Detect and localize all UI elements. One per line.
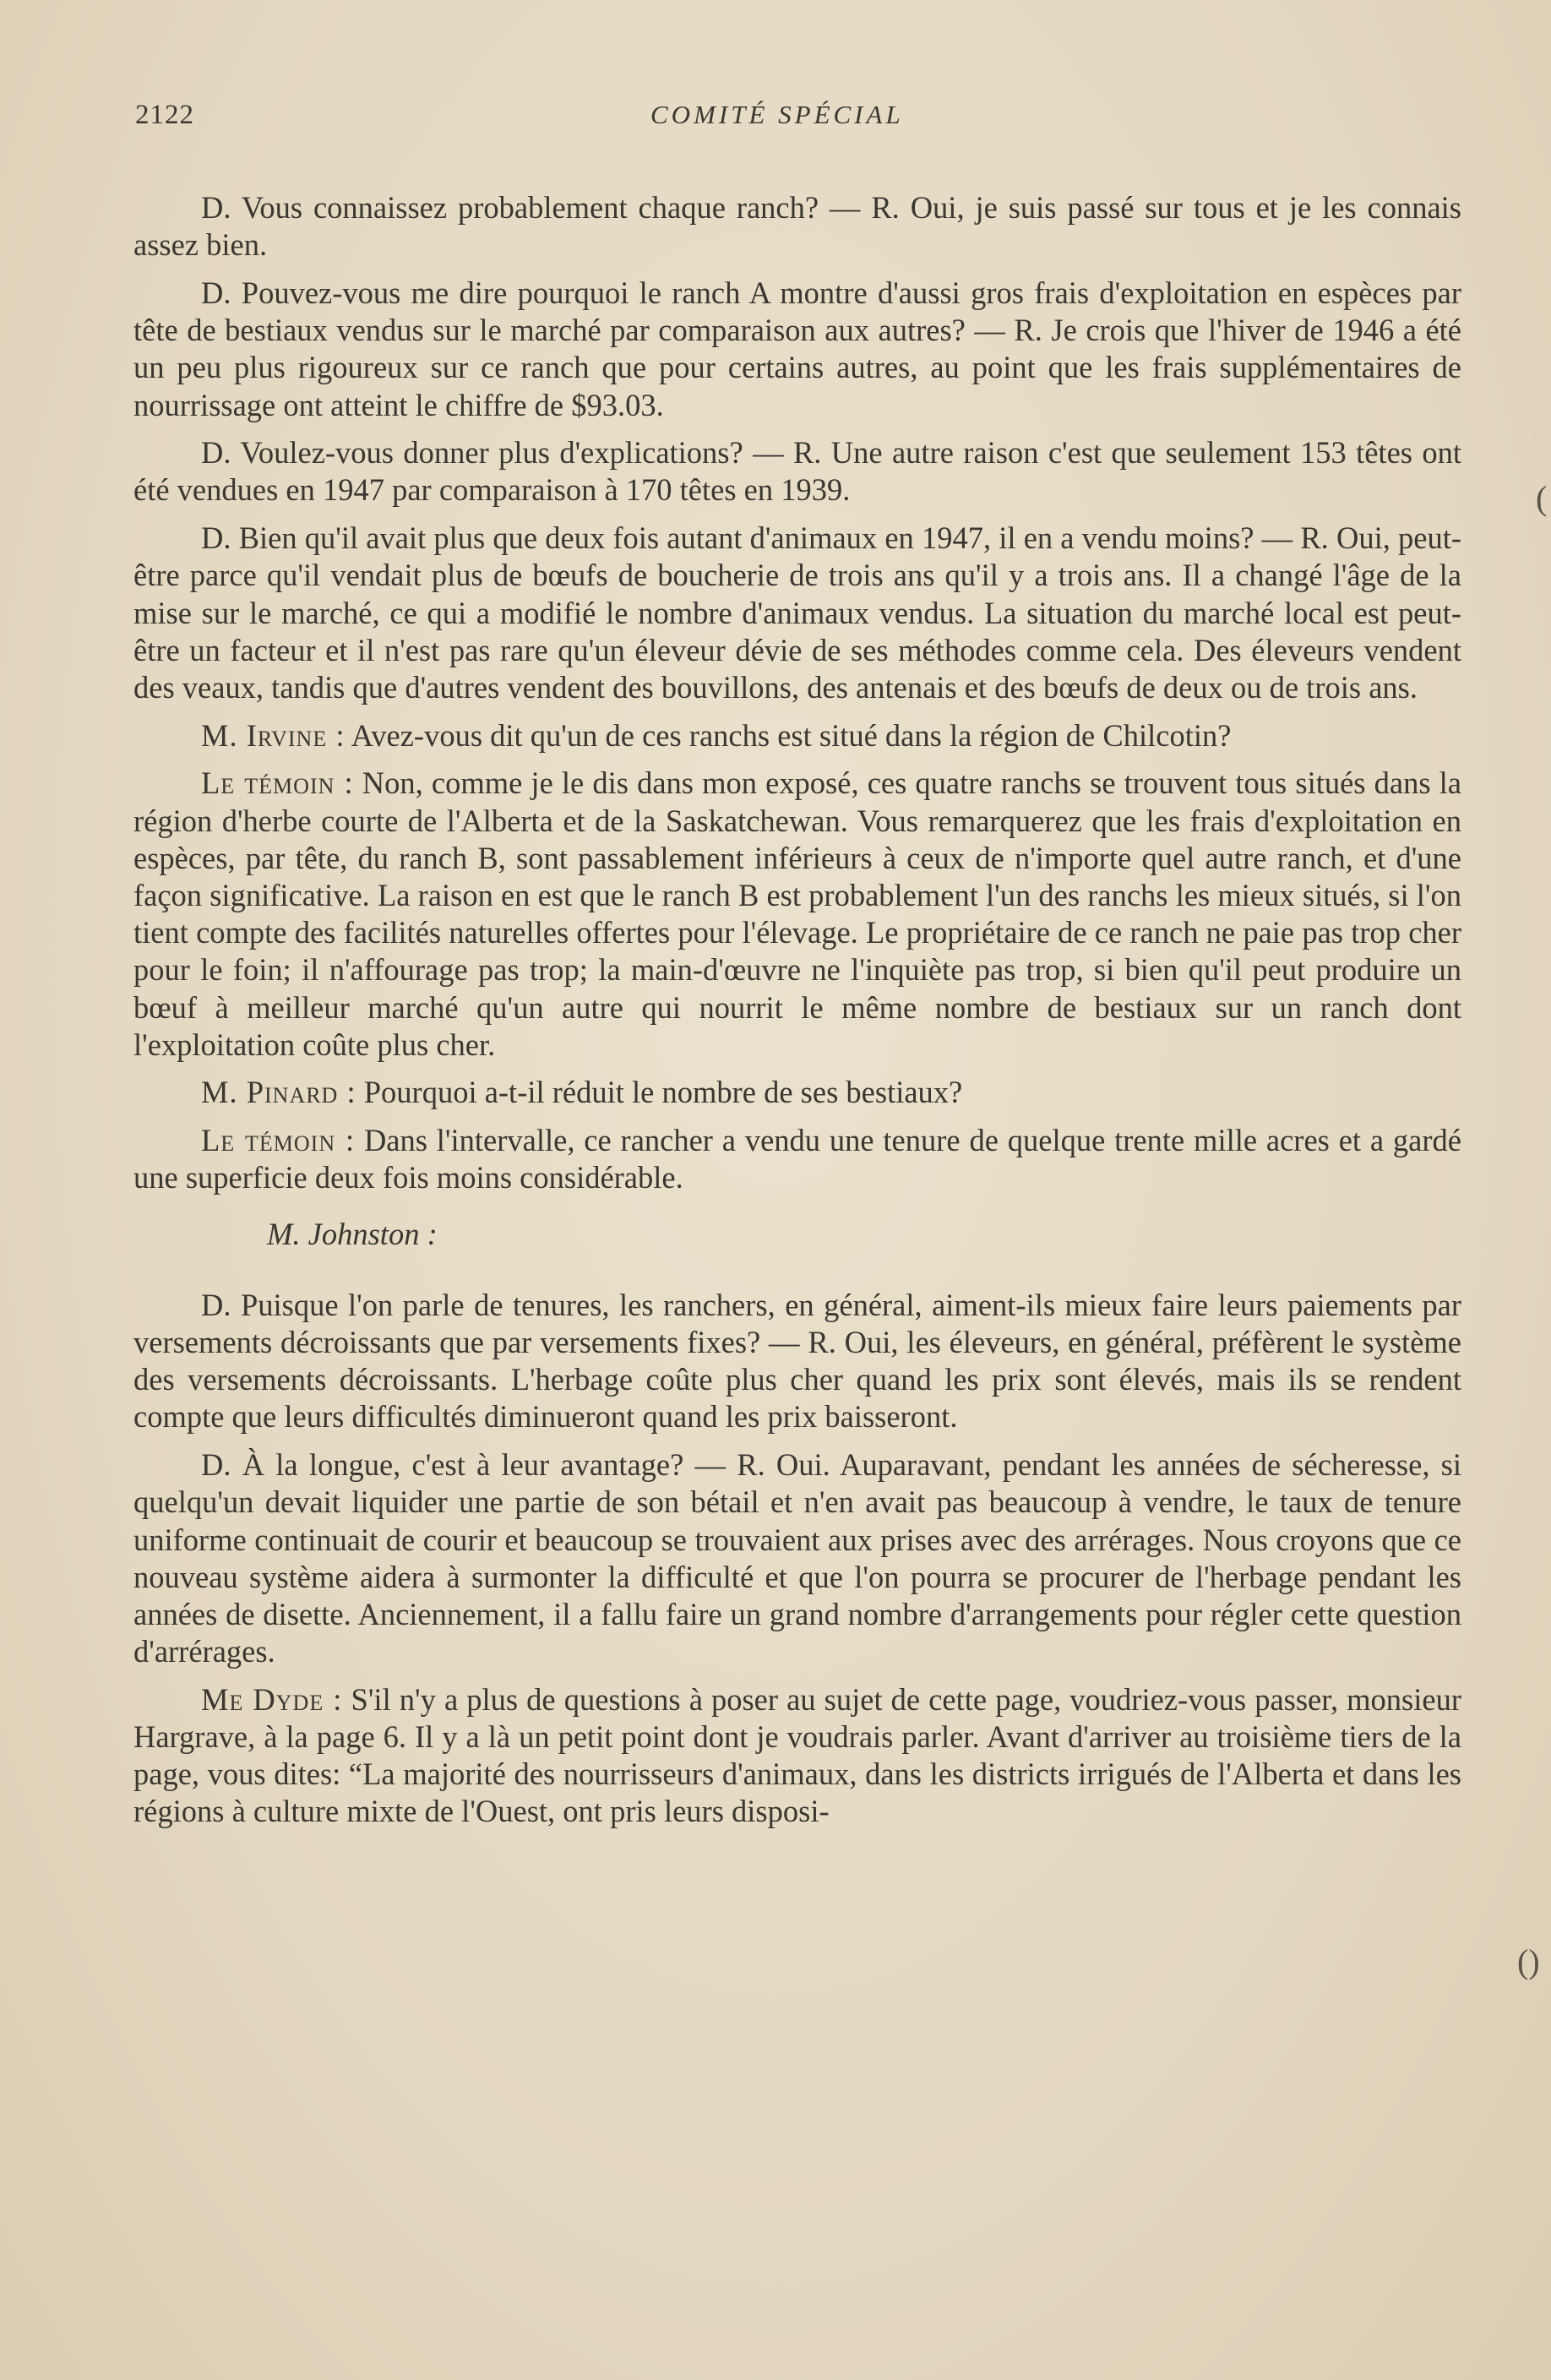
speaker-name: Le témoin : [201,1123,356,1158]
paragraph-text: D. Pouvez-vous me dire pourquoi le ranch A montre d'aussi gros frais d'exploitation en espèces par tête de bestiaux vendus sur le marché par comparaison aux autres? — R. Je crois que l'hiver de 1946 a été un peu plus rigoureux sur ce ranch que pour certains autres, au point que les frais supplémentaires de nourrissage ont atteint le chiffre de $93.03. [133,275,1461,422]
paragraph-text: D. À la longue, c'est à leur avantage? — R. Oui. Auparavant, pendant les années de sécheresse, si quelqu'un devait liquider une partie de son bétail et n'en avait pas beaucoup à vendre, le taux de tenure uniforme continuait de courir et beaucoup se trouvaient aux prises avec des arrérages. Nous croyons que ce nouveau système aidera à surmonter la difficulté et que l'on pourra se procurer de l'herbage pendant les années de disette. Anciennement, il a fallu faire un grand nombre d'arrangements pour régler cette question d'arrérages. [133,1447,1461,1669]
interlocutor-heading: M. Johnston : [267,1216,438,1251]
paragraph [133,275,1461,424]
paragraph [133,717,1461,754]
scan-edge-mark: () [1517,1942,1540,1980]
paragraph-text: Non, comme je le dis dans mon exposé, ces quatre ranchs se trouvent tous situés dans la région d'herbe courte de l'Alberta et de la Saskatchewan. Vous remarquerez que les frais d'exploitation en espèces, par tête, du ranch B, sont passablement inférieurs à ceux de n'importe quel autre ranch, et d'une façon significative. La raison en est que le ranch B est probablement l'un des ranchs les mieux situés, si l'on tient compte des facilités naturelles offertes pour l'élevage. Le propriétaire de ce ranch ne paie pas trop cher pour le foin; il n'affourage pas trop; la main-d'œuvre ne l'inquiète pas trop, si bien qu'il peut produire un bœuf à meilleur marché qu'un autre qui nourrit le même nombre de bestiaux sur un ranch dont l'exploitation coûte plus cher. [133,765,1461,1062]
speaker-name: M. Irvine : [201,717,346,753]
scan-edge-mark: ( [1536,479,1548,517]
paragraph-text: D. Bien qu'il avait plus que deux fois autant d'animaux en 1947, il en a vendu moins? — R. Oui, peut-être parce qu'il vendait plus de bœufs de boucherie de trois ans qu'il y a trois ans. Il a changé l'âge de la mise sur le marché, ce qui a modifié le nombre d'animaux vendus. La situation du marché local est peut-être un facteur et il n'est pas rare qu'un éleveur dévie de ses méthodes comme cela. Des éleveurs vendent des veaux, tandis que d'autres vendent des bouvillons, des antenais et des bœufs de deux ou de trois ans. [133,520,1461,705]
paragraph-text: Pourquoi a-t-il réduit le nombre de ses bestiaux? [363,1075,963,1110]
paragraph [133,520,1461,706]
paragraph [133,1122,1461,1196]
paragraph-text: D. Vous connaissez probablement chaque ranch? — R. Oui, je suis passé sur tous et je les connais assez bien. [133,190,1461,263]
paragraph-text: D. Puisque l'on parle de tenures, les ranchers, en général, aiment-ils mieux faire leurs paiements par versements décroissants que par versements fixes? — R. Oui, les éleveurs, en général, préfèrent le système des versements décroissants. L'herbage coûte plus cher quand les prix sont élevés, mais ils se rendent compte que leurs difficultés diminueront quand les prix baisseront. [133,1287,1461,1435]
speaker-name: M. Pinard : [201,1075,356,1110]
paragraph [133,189,1461,264]
speaker-name: Le témoin : [201,765,354,801]
page-header [133,100,1468,142]
paragraph [133,434,1461,509]
page-body [133,189,1461,1841]
paragraph-text: Avez-vous dit qu'un de ces ranchs est situé dans la région de Chilcotin? [351,717,1232,753]
paragraph-text: Dans l'intervalle, ce rancher a vendu une tenure de quelque trente mille acres et a gardé une superficie deux fois moins considérable. [133,1123,1461,1195]
paragraph [133,1287,1461,1436]
paragraph-text: D. Voulez-vous donner plus d'explications? — R. Une autre raison c'est que seulement 153 têtes ont été vendues en 1947 par comparaison à 170 têtes en 1939. [133,435,1461,508]
paragraph [133,1681,1461,1831]
running-title: COMITÉ SPÉCIAL [650,100,904,129]
paragraph [133,1446,1461,1670]
paragraph [133,765,1461,1064]
page-number: 2122 [135,100,194,130]
paragraph-text: S'il n'y a plus de questions à poser au sujet de cette page, voudriez-vous passer, monsieur Hargrave, à la page 6. Il y a là un petit point dont je voudrais parler. Avant d'arriver au troisième tiers de la page, vous dites: “La majorité des nourrisseurs d'animaux, dans les districts irrigués de l'Alberta et dans les régions à culture mixte de l'Ouest, ont pris leurs disposi- [133,1681,1462,1829]
paragraph [133,1074,1461,1111]
speaker-name: Me Dyde : [201,1681,343,1717]
